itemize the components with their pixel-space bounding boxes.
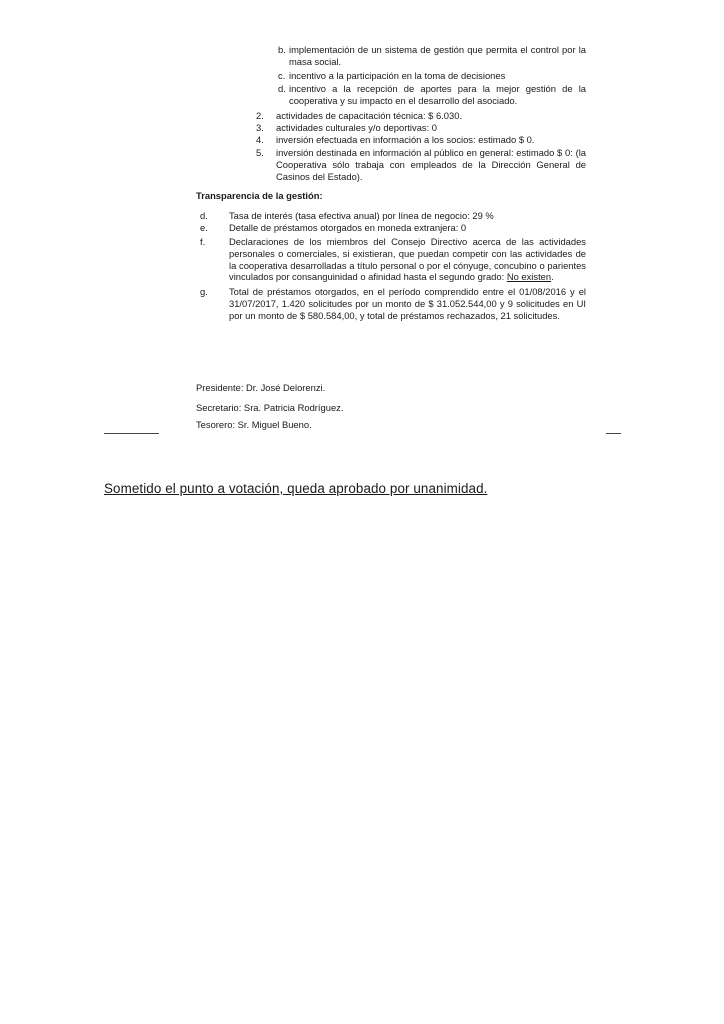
secretary-line: Secretario: Sra. Patricia Rodríguez.	[196, 402, 344, 413]
transparency-item-marker: f.	[200, 236, 206, 247]
transparency-item-text: Total de préstamos otorgados, en el período comprendido entre el 01/08/2016 y el 31/07/2017, 1.420 solicitudes por un monto de $ 31.052.544,00 y 9 solicitudes en UI por un monto de $ 580.584,00, y total de préstamos rechazados, 21 solicitudes.	[229, 286, 586, 321]
transparency-item-f	[200, 236, 586, 283]
numbered-item-text: actividades culturales y/o deportivas: 0	[276, 122, 438, 133]
numbered-item-5	[256, 147, 586, 182]
sub-item-d	[278, 83, 586, 107]
sub-item-b	[278, 44, 586, 68]
transparency-item-g	[200, 286, 586, 321]
numbered-item-marker: 3.	[256, 122, 264, 133]
right-rule	[606, 433, 621, 434]
transparency-item-tail: .	[551, 271, 554, 283]
sub-item-text: incentivo a la recepción de aportes para la mejor gestión de la cooperativa y su impacto en el desarrollo del asociado.	[289, 83, 586, 106]
section-heading: Transparencia de la gestión:	[196, 190, 323, 201]
transparency-item-text	[200, 236, 586, 283]
conclusion-text: Sometido el punto a votación, queda aprobado por unanimidad.	[104, 481, 488, 496]
sub-item-text: implementación de un sistema de gestión que permita el control por la masa social.	[289, 44, 586, 67]
numbered-item-3	[256, 122, 586, 134]
numbered-item-4	[256, 134, 586, 146]
transparency-item-marker: g.	[200, 286, 208, 297]
numbered-item-marker: 2.	[256, 110, 264, 121]
numbered-item-text: inversión destinada en información al público en general: estimado $ 0: (la Cooperativa sólo trabaja con empleados de la Dirección General de Casinos del Estado).	[276, 147, 586, 182]
transparency-item-e	[200, 222, 586, 234]
transparency-item-body: Declaraciones de los miembros del Consejo Directivo acerca de las actividades personales o comerciales, si existieran, que puedan competir con las actividades de la cooperativa desarrolladas a título personal o por el cónyuge, concubino o parientes vinculados por consanguinidad o afinidad hasta el segundo grado:	[229, 236, 586, 283]
sub-item-marker: c.	[278, 70, 286, 81]
numbered-item-2	[256, 110, 586, 122]
numbered-item-text: inversión efectuada en información a los socios: estimado $ 0.	[276, 134, 535, 145]
numbered-item-marker: 4.	[256, 134, 264, 145]
numbered-item-text: actividades de capacitación técnica: $ 6.030.	[276, 110, 463, 121]
transparency-item-d	[200, 210, 586, 222]
sub-item-marker: b.	[278, 44, 286, 55]
numbered-item-marker: 5.	[256, 147, 264, 158]
no-existen-text: No existen	[506, 271, 552, 283]
transparency-item-text: Detalle de préstamos otorgados en moneda extranjera: 0	[229, 222, 467, 233]
sub-item-text: incentivo a la participación en la toma de decisiones	[289, 70, 506, 81]
transparency-item-text: Tasa de interés (tasa efectiva anual) por línea de negocio: 29 %	[229, 210, 494, 221]
sub-item-c	[278, 70, 586, 82]
president-line: Presidente: Dr. José Delorenzi.	[196, 382, 326, 393]
sub-item-marker: d.	[278, 83, 286, 94]
left-rule	[104, 433, 159, 434]
transparency-item-marker: d.	[200, 210, 208, 221]
treasurer-line: Tesorero: Sr. Miguel Bueno.	[196, 419, 312, 430]
transparency-item-marker: e.	[200, 222, 208, 233]
